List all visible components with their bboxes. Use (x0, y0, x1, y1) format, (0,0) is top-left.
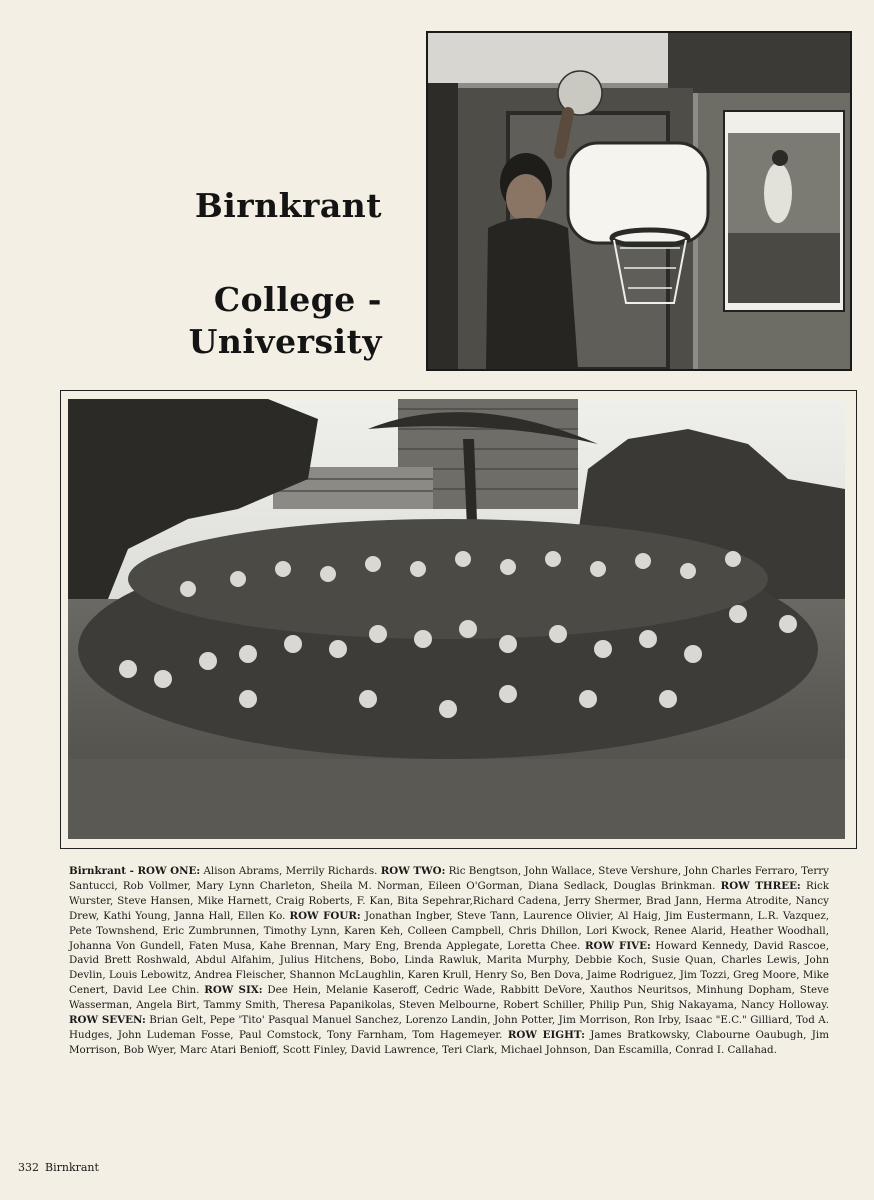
row-label: ROW FIVE: (584, 939, 651, 952)
row-names: James Bratkowsky, Clabourne Oaubugh, Jim Morrison, Bob Wyer, Marc Atari Benioff, Scott Finley, David Lawrence, Teri Clark, Michael Johnson, Dan Escamilla, Conrad I. Callahad. (69, 1028, 829, 1056)
row-names: Howard Kennedy, David Rascoe, David Brett Roshwald, Abdul Alfahim, Julius Hitchens, Bobo, Linda Rawluk, Marita Murphy, Debbie Koch, Susie Quan, Charles Lewis, John Devlin, Louis Lebowitz, Andrea Fleischer, Shannon McLaughlin, Karen Krull, Henry So, Ben Dova, Jaime Rodriguez, Jim Tozzi, Greg Moore, Mike Cenert, David Lee Chin. (69, 939, 829, 997)
row-label: ROW TWO: (380, 865, 446, 877)
group-photo (68, 399, 845, 839)
footer-section: Birnkrant (45, 1161, 99, 1174)
row-label: ROW EIGHT: (507, 1028, 585, 1041)
caption-paragraph (69, 864, 829, 1058)
page-subtitle-line2: University (188, 322, 382, 361)
page-subtitle-line1: College - (213, 280, 382, 319)
row-label: ROW SIX: (204, 984, 263, 997)
caption-lead: Birnkrant - (69, 865, 138, 877)
row-names: Alison Abrams, Merrily Richards. (200, 865, 381, 877)
row-label: ROW SEVEN: (69, 1014, 146, 1027)
row-names: Rick Wurster, Steve Hansen, Mike Harnett, Craig Roberts, F. Kan, Bita Sepehrar,Richard Cadena, Jerry Shermer, Brad Jann, Herma Atrodite, Nancy Drew, Kathi Young, Janna Hall, Ellen Ko. (69, 879, 830, 922)
page-number: 332 (18, 1161, 39, 1174)
page-footer (18, 1161, 105, 1174)
row-names: Jonathan Ingber, Steve Tann, Laurence Olivier, Al Haig, Jim Eustermann, L.R. Vazquez, Pete Townshend, Eric Zumbrunnen, Timothy Lynn, Karen Keh, Colleen Campbell, Chris Dhillon, Lori Kwock, Renee Alarid, Heather Woodhall, Johanna Von Gundell, Faten Musa, Kahe Brennan, Mary Eng, Brenda Applegate, Loretta Chee. (69, 909, 830, 952)
page-title: Birnkrant (194, 186, 382, 225)
row-names: Brian Gelt, Pepe 'Tito' Pasqual Manuel Sanchez, Lorenzo Landin, John Potter, Jim Morrison, Ron Irby, Isaac "E.C." Gilliard, Tod A. Hudges, John Ludeman Fosse, Paul Comstock, Tony Farnham, Tom Hagemeyer. (69, 1014, 829, 1041)
row-names: Ric Bengtson, John Wallace, Steve Vershure, John Charles Ferraro, Terry Santucci, Rob Vollmer, Mary Lynn Charleton, Sheila M. Norman, Eileen O'Gorman, Diana Sedlack, Douglas Brinkman. (69, 865, 829, 892)
row-label: ROW THREE: (720, 879, 801, 892)
row-names: Dee Hein, Melanie Kaseroff, Cedric Wade, Rabbitt DeVore, Xauthos Neuritsos, Minhung Dopham, Steve Wasserman, Angela Birt, Tammy Smith, Theresa Papanikolas, Steven Melbourne, Robert Schiller, Philip Pun, Shig Nakayama, Nancy Holloway. (69, 984, 829, 1012)
row-label: ROW FOUR: (289, 909, 361, 922)
row-label: ROW ONE: (137, 865, 201, 877)
basketball-door-photo (426, 31, 852, 371)
